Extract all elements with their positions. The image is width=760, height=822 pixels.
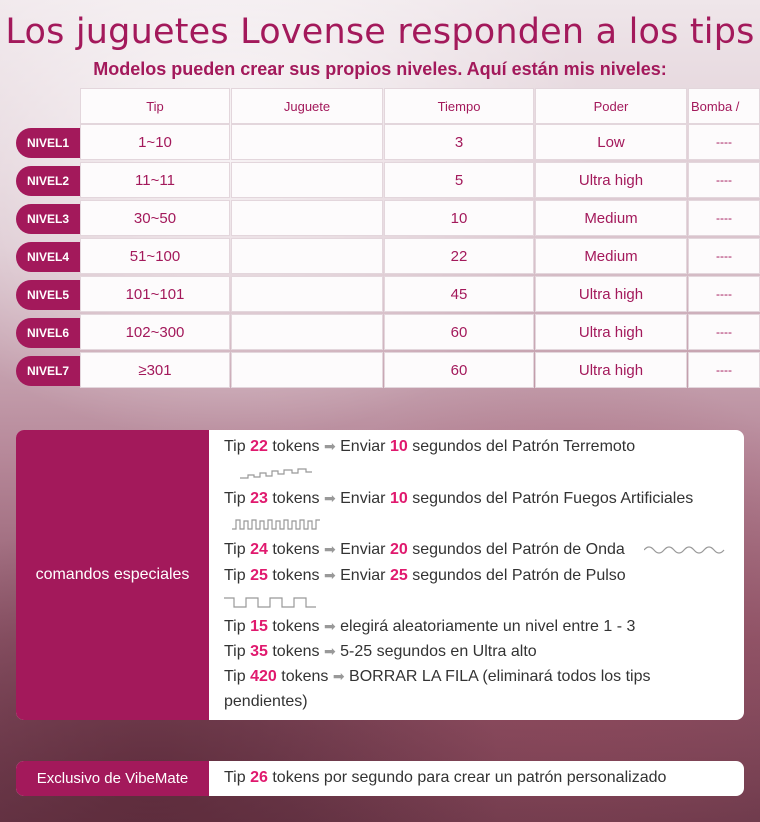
- cell-power: Medium: [535, 238, 687, 274]
- page-subtitle: Modelos pueden crear sus propios niveles. Aquí están mis niveles:: [93, 59, 667, 79]
- arrow-icon: ➡: [323, 567, 336, 583]
- cell-power: Ultra high: [535, 352, 687, 388]
- tip-word: Tip: [224, 643, 246, 660]
- vibemate-exclusive-text: [224, 769, 666, 787]
- cell-bomb: ----: [688, 352, 760, 388]
- tip-word: Tip: [224, 541, 246, 558]
- cell-time: 60: [384, 352, 534, 388]
- tip-amount: 22: [250, 438, 268, 455]
- column-header-time: Tiempo: [384, 88, 534, 124]
- command-action: Enviar: [340, 541, 386, 558]
- level-badge: NIVEL3: [16, 204, 80, 234]
- command-line: [224, 541, 625, 559]
- command-seconds: 10: [389, 438, 408, 455]
- level-badge: NIVEL2: [16, 166, 80, 196]
- tip-amount: 25: [250, 567, 268, 584]
- tokens-word: tokens: [272, 541, 320, 558]
- command-line: [224, 490, 693, 508]
- cell-toy: [231, 238, 383, 274]
- tokens-word: tokens: [272, 490, 320, 507]
- cell-power: Low: [535, 124, 687, 160]
- cell-tip: 101~101: [80, 276, 230, 312]
- command-text: segundos del Patrón de Onda: [412, 541, 625, 558]
- column-header-toy: Juguete: [231, 88, 383, 124]
- tokens-word: tokens: [272, 643, 320, 660]
- tokens-word: tokens: [272, 438, 320, 455]
- tip-word: Tip: [224, 490, 246, 507]
- special-commands-label: comandos especiales: [16, 430, 209, 720]
- cell-toy: [231, 162, 383, 198]
- level-badge: NIVEL5: [16, 280, 80, 310]
- exclusive-description: tokens por segundo para crear un patrón personalizado: [272, 769, 667, 786]
- cell-time: 45: [384, 276, 534, 312]
- tip-word: Tip: [224, 567, 246, 584]
- cell-time: 3: [384, 124, 534, 160]
- command-action: Enviar: [340, 438, 386, 455]
- table-row: [16, 162, 760, 198]
- column-header-bomb: Bomba /: [688, 88, 760, 124]
- cell-time: 10: [384, 200, 534, 236]
- table-row: [16, 276, 760, 312]
- wave-pattern-icon: [644, 543, 726, 557]
- tip-word: Tip: [224, 769, 246, 786]
- earthquake-pattern-icon: [240, 466, 312, 480]
- vibemate-exclusive-label: Exclusivo de VibeMate: [16, 761, 209, 796]
- tip-amount: 420: [250, 668, 277, 685]
- page-title: Los juguetes Lovense responden a los tips: [5, 12, 755, 52]
- cell-toy: [231, 276, 383, 312]
- cell-toy: [231, 352, 383, 388]
- special-commands-panel: [16, 430, 744, 720]
- cell-tip: ≥301: [80, 352, 230, 388]
- tip-amount: 15: [250, 618, 268, 635]
- tokens-word: tokens: [272, 567, 320, 584]
- column-header-power: Poder: [535, 88, 687, 124]
- cell-power: Ultra high: [535, 314, 687, 350]
- table-row: [16, 200, 760, 236]
- level-badge: NIVEL7: [16, 356, 80, 386]
- pulse-pattern-icon: [224, 595, 316, 609]
- table-row: [16, 352, 760, 388]
- cell-time: 5: [384, 162, 534, 198]
- command-line: [224, 618, 635, 636]
- table-header-row: [16, 88, 760, 124]
- cell-power: Ultra high: [535, 162, 687, 198]
- tokens-word: tokens: [281, 668, 329, 685]
- cell-tip: 11~11: [80, 162, 230, 198]
- tip-amount: 23: [250, 490, 268, 507]
- cell-power: Ultra high: [535, 276, 687, 312]
- level-badge: NIVEL6: [16, 318, 80, 348]
- tip-amount: 35: [250, 643, 268, 660]
- levels-table: [16, 88, 760, 390]
- cell-power: Medium: [535, 200, 687, 236]
- command-action: Enviar: [340, 490, 386, 507]
- command-line: [224, 567, 626, 585]
- arrow-icon: ➡: [323, 490, 336, 506]
- arrow-icon: ➡: [332, 668, 345, 684]
- cell-time: 60: [384, 314, 534, 350]
- table-row: [16, 314, 760, 350]
- command-text: segundos del Patrón Fuegos Artificiales: [412, 490, 694, 507]
- vibemate-exclusive-panel: [16, 761, 744, 796]
- command-text: elegirá aleatoriamente un nivel entre 1 - 3: [340, 618, 636, 635]
- arrow-icon: ➡: [323, 541, 336, 557]
- cell-toy: [231, 200, 383, 236]
- command-line-continuation: [224, 693, 308, 711]
- command-line: [224, 438, 635, 456]
- command-line: [224, 643, 537, 661]
- level-badge: NIVEL1: [16, 128, 80, 158]
- cell-tip: 30~50: [80, 200, 230, 236]
- tip-word: Tip: [224, 438, 246, 455]
- column-header-tip: Tip: [80, 88, 230, 124]
- cell-bomb: ----: [688, 238, 760, 274]
- tip-word: Tip: [224, 668, 246, 685]
- cell-bomb: ----: [688, 124, 760, 160]
- command-text: segundos del Patrón de Pulso: [412, 567, 626, 584]
- tip-amount: 24: [250, 541, 268, 558]
- tokens-word: tokens: [272, 618, 320, 635]
- command-text: segundos del Patrón Terremoto: [412, 438, 636, 455]
- cell-time: 22: [384, 238, 534, 274]
- cell-tip: 1~10: [80, 124, 230, 160]
- command-text: BORRAR LA FILA (eliminará todos los tips: [349, 668, 651, 685]
- cell-toy: [231, 124, 383, 160]
- table-row: [16, 238, 760, 274]
- arrow-icon: ➡: [323, 618, 336, 634]
- cell-bomb: ----: [688, 200, 760, 236]
- level-badge: NIVEL4: [16, 242, 80, 272]
- cell-tip: 102~300: [80, 314, 230, 350]
- cell-bomb: ----: [688, 314, 760, 350]
- cell-tip: 51~100: [80, 238, 230, 274]
- table-row: [16, 124, 760, 160]
- command-seconds: 10: [389, 490, 408, 507]
- tip-amount: 26: [250, 769, 268, 786]
- arrow-icon: ➡: [323, 643, 336, 659]
- arrow-icon: ➡: [323, 438, 336, 454]
- cell-bomb: ----: [688, 162, 760, 198]
- command-text: 5-25 segundos en Ultra alto: [340, 643, 537, 660]
- command-seconds: 25: [389, 567, 408, 584]
- tip-word: Tip: [224, 618, 246, 635]
- command-action: Enviar: [340, 567, 386, 584]
- command-text: pendientes): [224, 693, 308, 710]
- cell-toy: [231, 314, 383, 350]
- command-seconds: 20: [389, 541, 408, 558]
- cell-bomb: ----: [688, 276, 760, 312]
- command-line: [224, 668, 650, 686]
- fireworks-pattern-icon: [232, 517, 320, 531]
